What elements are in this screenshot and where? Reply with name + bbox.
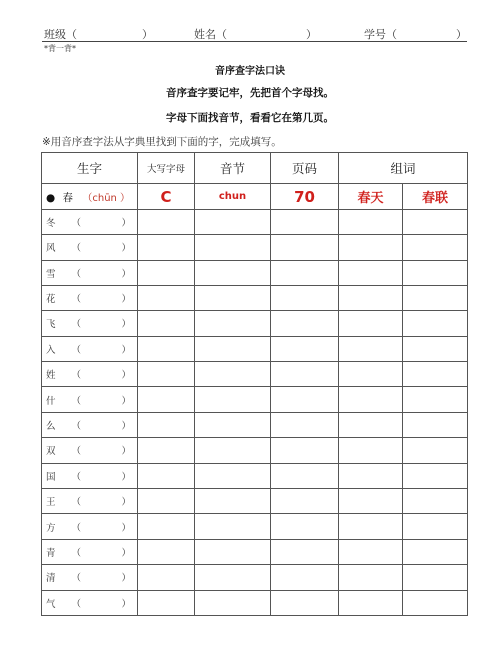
syllable-cell[interactable]	[195, 438, 271, 463]
bullet-icon: ●	[46, 191, 56, 204]
page-cell[interactable]	[271, 590, 339, 615]
page-cell[interactable]	[271, 489, 339, 514]
example-word-1: 春天	[339, 184, 403, 209]
header-syllable: 音节	[195, 153, 271, 184]
row-char: 花	[46, 294, 56, 306]
example-row	[42, 184, 468, 209]
syllable-cell[interactable]	[195, 311, 271, 336]
word-cell-2[interactable]	[403, 539, 468, 564]
word-cell-1[interactable]	[339, 387, 403, 412]
row-char: 国	[46, 471, 56, 483]
syllable-cell[interactable]	[195, 412, 271, 437]
row-char-cell	[42, 463, 138, 488]
word-cell-2[interactable]	[403, 285, 468, 310]
word-cell-2[interactable]	[403, 336, 468, 361]
name-label: 姓名（	[194, 28, 227, 41]
table-row	[42, 590, 468, 615]
word-cell-2[interactable]	[403, 387, 468, 412]
page-cell[interactable]	[271, 387, 339, 412]
rhyme-line-1: 音序查字要记牢，先把首个字母找。	[166, 87, 334, 99]
table-row	[42, 209, 468, 234]
page-cell[interactable]	[271, 514, 339, 539]
page-cell[interactable]	[271, 362, 339, 387]
pinyin-paren-open: （	[71, 268, 82, 280]
word-cell-1[interactable]	[339, 362, 403, 387]
page-cell[interactable]	[271, 209, 339, 234]
pinyin-paren-close: ）	[121, 598, 131, 610]
capital-cell[interactable]	[138, 311, 195, 336]
row-char-cell	[42, 235, 138, 260]
pinyin-paren-open: （	[71, 344, 82, 356]
table-row	[42, 489, 468, 514]
example-page: 70	[271, 184, 339, 209]
row-char: 雪	[46, 268, 56, 280]
capital-cell[interactable]	[138, 387, 195, 412]
pinyin-paren-open: （	[71, 497, 82, 509]
word-cell-1[interactable]	[339, 260, 403, 285]
syllable-cell[interactable]	[195, 539, 271, 564]
syllable-cell[interactable]	[195, 565, 271, 590]
row-char-cell	[42, 362, 138, 387]
capital-cell[interactable]	[138, 362, 195, 387]
word-cell-2[interactable]	[403, 235, 468, 260]
table-row	[42, 336, 468, 361]
student-id-label-close: ）	[456, 28, 467, 41]
capital-cell[interactable]	[138, 336, 195, 361]
pinyin-paren-close: ）	[121, 522, 131, 534]
word-cell-1[interactable]	[339, 235, 403, 260]
row-char-cell	[42, 285, 138, 310]
page-cell[interactable]	[271, 565, 339, 590]
pinyin-paren-close: ）	[121, 421, 131, 433]
header-char: 生字	[42, 153, 138, 184]
pinyin-paren-open: （	[71, 471, 82, 483]
row-char-cell	[42, 438, 138, 463]
row-char: 青	[46, 548, 56, 559]
word-cell-2[interactable]	[403, 489, 468, 514]
capital-cell[interactable]	[138, 412, 195, 437]
syllable-cell[interactable]	[195, 285, 271, 310]
name-label-close: ）	[306, 28, 317, 41]
example-char-cell	[42, 184, 138, 209]
word-cell-1[interactable]	[339, 209, 403, 234]
rhyme-line-2: 字母下面找音节，看看它在第几页。	[166, 112, 334, 124]
capital-cell[interactable]	[138, 565, 195, 590]
page-cell[interactable]	[271, 336, 339, 361]
word-cell-1[interactable]	[339, 489, 403, 514]
table-header-row	[42, 153, 468, 184]
table-row	[42, 387, 468, 412]
pinyin-paren-close: ）	[121, 217, 131, 229]
capital-cell[interactable]	[138, 590, 195, 615]
word-cell-1[interactable]	[339, 565, 403, 590]
example-pinyin: （chūn ）	[82, 192, 131, 204]
word-cell-2[interactable]	[403, 260, 468, 285]
word-cell-2[interactable]	[403, 590, 468, 615]
word-cell-1[interactable]	[339, 311, 403, 336]
instruction: ※用音序查字法从字典里找到下面的字，完成填写。	[42, 136, 282, 148]
row-char: 王	[46, 497, 56, 509]
table-row	[42, 514, 468, 539]
word-cell-2[interactable]	[403, 463, 468, 488]
row-char-cell	[42, 514, 138, 539]
example-capital: C	[138, 184, 195, 209]
pinyin-paren-open: （	[71, 319, 82, 331]
tagline: *背一背*	[44, 44, 76, 53]
row-char-cell	[42, 336, 138, 361]
word-cell-2[interactable]	[403, 311, 468, 336]
pinyin-paren-close: ）	[121, 268, 131, 280]
syllable-cell[interactable]	[195, 336, 271, 361]
row-char-cell	[42, 209, 138, 234]
word-cell-2[interactable]	[403, 438, 468, 463]
pinyin-paren-open: （	[71, 217, 82, 229]
page-cell[interactable]	[271, 463, 339, 488]
table-row	[42, 463, 468, 488]
page-cell[interactable]	[271, 539, 339, 564]
table-row	[42, 438, 468, 463]
table-row	[42, 235, 468, 260]
word-cell-2[interactable]	[403, 412, 468, 437]
example-word-2: 春联	[403, 184, 468, 209]
pinyin-paren-open: （	[71, 421, 82, 433]
pinyin-paren-open: （	[71, 395, 82, 407]
pinyin-paren-open: （	[71, 548, 82, 559]
header-page: 页码	[271, 153, 339, 184]
rhyme-title: 音序查字法口诀	[215, 66, 285, 77]
row-char-cell	[42, 590, 138, 615]
word-cell-1[interactable]	[339, 590, 403, 615]
word-cell-1[interactable]	[339, 336, 403, 361]
table-row	[42, 260, 468, 285]
pinyin-paren-close: ）	[121, 573, 131, 585]
row-char: 么	[46, 421, 56, 433]
row-char-cell	[42, 489, 138, 514]
row-char: 飞	[46, 319, 56, 331]
pinyin-paren-close: ）	[121, 344, 131, 356]
header-words: 组词	[339, 153, 468, 184]
capital-cell[interactable]	[138, 285, 195, 310]
row-char: 清	[46, 573, 56, 585]
syllable-cell[interactable]	[195, 362, 271, 387]
word-cell-1[interactable]	[339, 539, 403, 564]
pinyin-paren-open: （	[71, 522, 82, 534]
row-char: 风	[46, 243, 56, 255]
class-label-close: ）	[142, 28, 153, 41]
pinyin-paren-close: ）	[121, 446, 131, 458]
page-cell[interactable]	[271, 285, 339, 310]
syllable-cell[interactable]	[195, 235, 271, 260]
capital-cell[interactable]	[138, 489, 195, 514]
example-syllable: chun	[195, 184, 271, 209]
pinyin-paren-close: ）	[121, 319, 131, 331]
header-capital-letter: 大写字母	[138, 153, 195, 184]
row-char: 冬	[46, 217, 56, 229]
capital-cell[interactable]	[138, 209, 195, 234]
pinyin-paren-close: ）	[121, 395, 131, 407]
capital-cell[interactable]	[138, 235, 195, 260]
word-cell-1[interactable]	[339, 514, 403, 539]
row-char-cell	[42, 412, 138, 437]
table-row	[42, 565, 468, 590]
word-cell-1[interactable]	[339, 463, 403, 488]
pinyin-paren-close: ）	[121, 370, 131, 382]
row-char: 气	[46, 598, 56, 610]
word-cell-2[interactable]	[403, 514, 468, 539]
capital-cell[interactable]	[138, 260, 195, 285]
row-char-cell	[42, 260, 138, 285]
table-row	[42, 412, 468, 437]
dictionary-lookup-table	[41, 152, 468, 616]
pinyin-paren-open: （	[71, 294, 82, 306]
capital-cell[interactable]	[138, 514, 195, 539]
table-row	[42, 311, 468, 336]
row-char: 姓	[46, 370, 56, 382]
pinyin-paren-close: ）	[121, 497, 131, 509]
pinyin-paren-close: ）	[121, 548, 131, 559]
table-row	[42, 362, 468, 387]
row-char-cell	[42, 387, 138, 412]
table-row	[42, 539, 468, 564]
page-cell[interactable]	[271, 438, 339, 463]
syllable-cell[interactable]	[195, 590, 271, 615]
capital-cell[interactable]	[138, 539, 195, 564]
row-char: 双	[46, 446, 56, 458]
syllable-cell[interactable]	[195, 463, 271, 488]
table-row	[42, 285, 468, 310]
capital-cell[interactable]	[138, 438, 195, 463]
student-info-line	[42, 22, 467, 42]
syllable-cell[interactable]	[195, 489, 271, 514]
word-cell-1[interactable]	[339, 285, 403, 310]
page-cell[interactable]	[271, 260, 339, 285]
syllable-cell[interactable]	[195, 387, 271, 412]
row-char: 入	[46, 344, 56, 356]
pinyin-paren-close: ）	[121, 294, 131, 306]
word-cell-1[interactable]	[339, 412, 403, 437]
row-char-cell	[42, 539, 138, 564]
pinyin-paren-open: （	[71, 598, 82, 610]
pinyin-paren-open: （	[71, 370, 82, 382]
page-cell[interactable]	[271, 311, 339, 336]
pinyin-paren-open: （	[71, 446, 82, 458]
word-cell-1[interactable]	[339, 438, 403, 463]
pinyin-paren-open: （	[71, 243, 82, 255]
student-id-label: 学号（	[364, 28, 397, 41]
word-cell-2[interactable]	[403, 362, 468, 387]
syllable-cell[interactable]	[195, 514, 271, 539]
row-char-cell	[42, 311, 138, 336]
word-cell-2[interactable]	[403, 565, 468, 590]
example-char: 春	[62, 191, 74, 204]
syllable-cell[interactable]	[195, 260, 271, 285]
syllable-cell[interactable]	[195, 209, 271, 234]
page-cell[interactable]	[271, 235, 339, 260]
pinyin-paren-open: （	[71, 573, 82, 585]
row-char: 什	[46, 395, 56, 407]
pinyin-paren-close: ）	[121, 243, 131, 255]
row-char-cell	[42, 565, 138, 590]
row-char: 方	[46, 522, 56, 534]
page-cell[interactable]	[271, 412, 339, 437]
pinyin-paren-close: ）	[121, 471, 131, 483]
class-label: 班级（	[44, 28, 77, 41]
word-cell-2[interactable]	[403, 209, 468, 234]
capital-cell[interactable]	[138, 463, 195, 488]
